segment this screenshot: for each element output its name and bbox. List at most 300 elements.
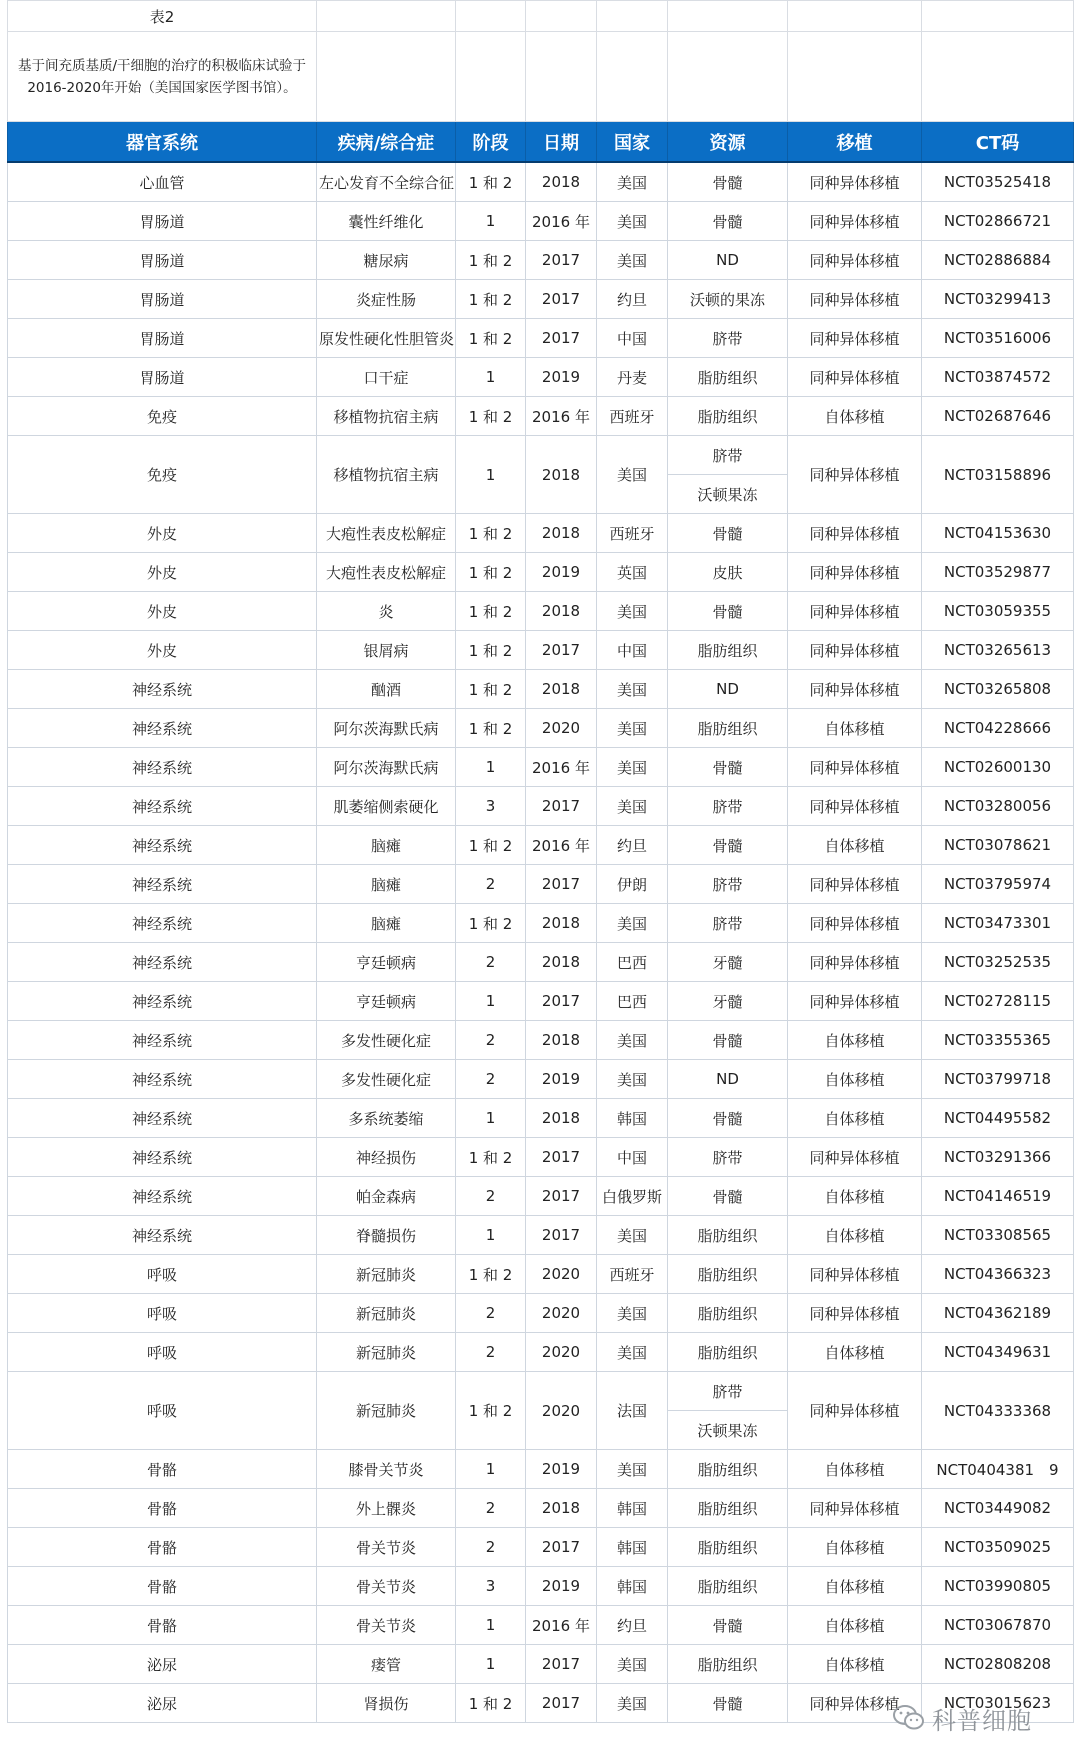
- cell-phase: 1: [456, 1216, 526, 1255]
- cell-disease: 口干症: [317, 358, 456, 397]
- table-row: [8, 1645, 1074, 1684]
- cell-system: 神经系统: [8, 1216, 317, 1255]
- cell-system: 神经系统: [8, 709, 317, 748]
- cell-phase: 3: [456, 787, 526, 826]
- table-row: [8, 1099, 1074, 1138]
- cell-ct-code: NCT03291366: [922, 1138, 1074, 1177]
- cell-date: 2018: [526, 904, 597, 943]
- cell-source: 脐带: [668, 787, 788, 826]
- cell-ct-code: NCT03158896: [922, 436, 1074, 514]
- cell-system: 呼吸: [8, 1333, 317, 1372]
- cell-system: 泌尿: [8, 1645, 317, 1684]
- cell-phase: 1 和 2: [456, 241, 526, 280]
- header-country: 国家: [597, 122, 668, 163]
- cell-country: 巴西: [597, 982, 668, 1021]
- header-row: [8, 122, 1074, 163]
- cell-country: 美国: [597, 670, 668, 709]
- cell-disease: 骨关节炎: [317, 1606, 456, 1645]
- cell-ct-code: NCT02728115: [922, 982, 1074, 1021]
- cell-transplant: 自体移植: [788, 1216, 922, 1255]
- cell-date: 2016 年: [526, 1606, 597, 1645]
- cell-disease: 多系统萎缩: [317, 1099, 456, 1138]
- cell-transplant: 自体移植: [788, 1567, 922, 1606]
- cell-country: 韩国: [597, 1099, 668, 1138]
- cell-ct-code: NCT03874572: [922, 358, 1074, 397]
- cell-system: 泌尿: [8, 1684, 317, 1723]
- cell-ct-code: NCT02600130: [922, 748, 1074, 787]
- cell-transplant: 同种异体移植: [788, 319, 922, 358]
- cell-transplant: 自体移植: [788, 1021, 922, 1060]
- cell-disease: 外上髁炎: [317, 1489, 456, 1528]
- cell-date: 2019: [526, 358, 597, 397]
- cell-system: 胃肠道: [8, 358, 317, 397]
- table-row: [8, 162, 1074, 202]
- cell-phase: 2: [456, 1333, 526, 1372]
- cell-source: 脂肪组织: [668, 358, 788, 397]
- cell-country: 韩国: [597, 1528, 668, 1567]
- cell-phase: 1: [456, 202, 526, 241]
- cell-source: 脂肪组织: [668, 1450, 788, 1489]
- cell-source: 骨髓: [668, 826, 788, 865]
- table-row: [8, 397, 1074, 436]
- cell-ct-code: NCT03449082: [922, 1489, 1074, 1528]
- cell-date: 2017: [526, 1684, 597, 1723]
- cell-transplant: 同种异体移植: [788, 162, 922, 202]
- table-row: [8, 1177, 1074, 1216]
- table-row: [8, 1216, 1074, 1255]
- cell-source: 脂肪组织: [668, 1333, 788, 1372]
- cell-transplant: 自体移植: [788, 1333, 922, 1372]
- table-label: 表2: [8, 1, 317, 32]
- cell-country: 法国: [597, 1372, 668, 1450]
- cell-transplant: 同种异体移植: [788, 1489, 922, 1528]
- cell-disease: 肾损伤: [317, 1684, 456, 1723]
- cell-ct-code: NCT04228666: [922, 709, 1074, 748]
- cell-ct-code: NCT0404381 9: [922, 1450, 1074, 1489]
- header-phase: 阶段: [456, 122, 526, 163]
- header-transplant: 移植: [788, 122, 922, 163]
- cell-transplant: 自体移植: [788, 1645, 922, 1684]
- cell-ct-code: NCT03299413: [922, 280, 1074, 319]
- cell-transplant: 同种异体移植: [788, 280, 922, 319]
- cell-transplant: 自体移植: [788, 1606, 922, 1645]
- cell-phase: 1 和 2: [456, 514, 526, 553]
- cell-ct-code: NCT03525418: [922, 162, 1074, 202]
- cell-phase: 1 和 2: [456, 670, 526, 709]
- cell-source: 脂肪组织: [668, 397, 788, 436]
- cell-country: 美国: [597, 162, 668, 202]
- table-row: [8, 1138, 1074, 1177]
- cell-disease: 炎: [317, 592, 456, 631]
- cell-disease: 阿尔茨海默氏病: [317, 709, 456, 748]
- cell-disease: 原发性硬化性胆管炎: [317, 319, 456, 358]
- cell-source: 脂肪组织: [668, 709, 788, 748]
- table-row: [8, 982, 1074, 1021]
- cell-phase: 2: [456, 1489, 526, 1528]
- cell-source: 脂肪组织: [668, 1645, 788, 1684]
- cell-date: 2018: [526, 592, 597, 631]
- cell-date: 2018: [526, 943, 597, 982]
- cell-transplant: 同种异体移植: [788, 1255, 922, 1294]
- table-row: [8, 241, 1074, 280]
- cell-transplant: 同种异体移植: [788, 943, 922, 982]
- cell-source: 脂肪组织: [668, 1255, 788, 1294]
- table-row: [8, 1450, 1074, 1489]
- cell-date: 2020: [526, 1372, 597, 1450]
- cell-country: 美国: [597, 241, 668, 280]
- cell-country: 美国: [597, 709, 668, 748]
- cell-ct-code: NCT04333368: [922, 1372, 1074, 1450]
- cell-date: 2017: [526, 631, 597, 670]
- cell-phase: 1 和 2: [456, 162, 526, 202]
- cell-system: 呼吸: [8, 1294, 317, 1333]
- cell-ct-code: NCT02886884: [922, 241, 1074, 280]
- clinical-trials-table: [7, 0, 1074, 1723]
- cell-system: 免疫: [8, 436, 317, 514]
- cell-disease: 囊性纤维化: [317, 202, 456, 241]
- cell-transplant: 同种异体移植: [788, 1684, 922, 1723]
- cell-date: 2019: [526, 1060, 597, 1099]
- cell-phase: 1: [456, 1645, 526, 1684]
- cell-transplant: 同种异体移植: [788, 904, 922, 943]
- table-description: 基于间充质基质/干细胞的治疗的积极临床试验于2016-2020年开始（美国国家医学图书馆）。: [8, 32, 317, 122]
- cell-source: 脐带: [668, 1372, 788, 1411]
- table-row: [8, 787, 1074, 826]
- table-row: [8, 1333, 1074, 1372]
- table-row: [8, 1606, 1074, 1645]
- cell-disease: 帕金森病: [317, 1177, 456, 1216]
- table-row: [8, 826, 1074, 865]
- cell-disease: 脑瘫: [317, 826, 456, 865]
- table-row: [8, 280, 1074, 319]
- cell-country: 美国: [597, 202, 668, 241]
- cell-ct-code: NCT03265808: [922, 670, 1074, 709]
- cell-date: 2019: [526, 1567, 597, 1606]
- cell-system: 神经系统: [8, 904, 317, 943]
- cell-source: 脂肪组织: [668, 1528, 788, 1567]
- table-row: [8, 904, 1074, 943]
- cell-disease: 新冠肺炎: [317, 1294, 456, 1333]
- cell-source: 脂肪组织: [668, 1489, 788, 1528]
- cell-date: 2017: [526, 241, 597, 280]
- cell-phase: 1 和 2: [456, 280, 526, 319]
- cell-system: 骨骼: [8, 1567, 317, 1606]
- cell-country: 西班牙: [597, 397, 668, 436]
- cell-country: 中国: [597, 631, 668, 670]
- cell-source: 骨髓: [668, 1099, 788, 1138]
- cell-source: 骨髓: [668, 592, 788, 631]
- cell-system: 呼吸: [8, 1255, 317, 1294]
- cell-system: 骨骼: [8, 1489, 317, 1528]
- table-row: [8, 1372, 1074, 1411]
- cell-system: 免疫: [8, 397, 317, 436]
- cell-country: 美国: [597, 1645, 668, 1684]
- cell-ct-code: NCT02808208: [922, 1645, 1074, 1684]
- cell-ct-code: NCT03529877: [922, 553, 1074, 592]
- cell-disease: 膝骨关节炎: [317, 1450, 456, 1489]
- cell-ct-code: NCT03355365: [922, 1021, 1074, 1060]
- cell-disease: 酗酒: [317, 670, 456, 709]
- cell-date: 2018: [526, 514, 597, 553]
- cell-date: 2019: [526, 1450, 597, 1489]
- cell-system: 呼吸: [8, 1372, 317, 1450]
- cell-date: 2017: [526, 865, 597, 904]
- cell-date: 2017: [526, 1216, 597, 1255]
- cell-phase: 2: [456, 1294, 526, 1333]
- cell-date: 2018: [526, 1021, 597, 1060]
- cell-phase: 1: [456, 358, 526, 397]
- cell-disease: 神经损伤: [317, 1138, 456, 1177]
- cell-source: 沃顿果冻: [668, 1411, 788, 1450]
- cell-source: 骨髓: [668, 162, 788, 202]
- cell-country: 美国: [597, 436, 668, 514]
- description-row: [8, 32, 1074, 122]
- watermark-text: 科普细胞: [932, 1706, 1032, 1735]
- header-source: 资源: [668, 122, 788, 163]
- cell-system: 骨骼: [8, 1450, 317, 1489]
- cell-transplant: 同种异体移植: [788, 202, 922, 241]
- cell-date: 2017: [526, 1645, 597, 1684]
- cell-source: 脐带: [668, 865, 788, 904]
- cell-phase: 1: [456, 436, 526, 514]
- cell-source: 脂肪组织: [668, 1216, 788, 1255]
- cell-ct-code: NCT03795974: [922, 865, 1074, 904]
- cell-phase: 1 和 2: [456, 709, 526, 748]
- cell-country: 约旦: [597, 280, 668, 319]
- cell-ct-code: NCT03280056: [922, 787, 1074, 826]
- cell-system: 心血管: [8, 162, 317, 202]
- wechat-icon: [892, 1704, 926, 1732]
- cell-transplant: 同种异体移植: [788, 787, 922, 826]
- table-row: [8, 865, 1074, 904]
- cell-date: 2016 年: [526, 397, 597, 436]
- cell-source: ND: [668, 1060, 788, 1099]
- cell-country: 伊朗: [597, 865, 668, 904]
- table-row: [8, 514, 1074, 553]
- cell-system: 神经系统: [8, 1099, 317, 1138]
- table-row: [8, 1021, 1074, 1060]
- cell-transplant: 同种异体移植: [788, 982, 922, 1021]
- cell-source: 骨髓: [668, 1684, 788, 1723]
- cell-phase: 1 和 2: [456, 319, 526, 358]
- cell-transplant: 同种异体移植: [788, 1294, 922, 1333]
- table-row: [8, 358, 1074, 397]
- cell-system: 神经系统: [8, 1177, 317, 1216]
- cell-disease: 多发性硬化症: [317, 1021, 456, 1060]
- cell-country: 约旦: [597, 1606, 668, 1645]
- cell-country: 美国: [597, 1021, 668, 1060]
- cell-disease: 阿尔茨海默氏病: [317, 748, 456, 787]
- cell-transplant: 自体移植: [788, 1099, 922, 1138]
- cell-system: 神经系统: [8, 982, 317, 1021]
- cell-source: 脐带: [668, 1138, 788, 1177]
- cell-date: 2018: [526, 162, 597, 202]
- cell-date: 2020: [526, 1294, 597, 1333]
- cell-phase: 2: [456, 865, 526, 904]
- cell-ct-code: NCT03252535: [922, 943, 1074, 982]
- cell-ct-code: NCT04362189: [922, 1294, 1074, 1333]
- cell-date: 2016 年: [526, 748, 597, 787]
- cell-transplant: 同种异体移植: [788, 514, 922, 553]
- cell-disease: 糖尿病: [317, 241, 456, 280]
- cell-date: 2018: [526, 670, 597, 709]
- cell-phase: 2: [456, 1021, 526, 1060]
- cell-source: 骨髓: [668, 514, 788, 553]
- cell-phase: 1: [456, 982, 526, 1021]
- cell-disease: 骨关节炎: [317, 1567, 456, 1606]
- cell-source: 脐带: [668, 319, 788, 358]
- cell-source: 骨髓: [668, 748, 788, 787]
- cell-country: 美国: [597, 904, 668, 943]
- cell-disease: 亨廷顿病: [317, 943, 456, 982]
- cell-date: 2018: [526, 1489, 597, 1528]
- cell-system: 神经系统: [8, 748, 317, 787]
- watermark: [892, 1700, 1032, 1736]
- cell-transplant: 同种异体移植: [788, 592, 922, 631]
- cell-country: 中国: [597, 319, 668, 358]
- cell-ct-code: NCT04349631: [922, 1333, 1074, 1372]
- cell-date: 2017: [526, 787, 597, 826]
- cell-date: 2018: [526, 1099, 597, 1138]
- cell-disease: 脑瘫: [317, 865, 456, 904]
- cell-country: 英国: [597, 553, 668, 592]
- cell-transplant: 自体移植: [788, 397, 922, 436]
- cell-ct-code: NCT03015623: [922, 1684, 1074, 1723]
- cell-country: 巴西: [597, 943, 668, 982]
- cell-system: 胃肠道: [8, 202, 317, 241]
- cell-country: 美国: [597, 1684, 668, 1723]
- cell-country: 西班牙: [597, 1255, 668, 1294]
- cell-phase: 1 和 2: [456, 631, 526, 670]
- cell-phase: 1: [456, 1450, 526, 1489]
- header-ct-code: CT码: [922, 122, 1074, 163]
- cell-ct-code: NCT03990805: [922, 1567, 1074, 1606]
- cell-transplant: 同种异体移植: [788, 1138, 922, 1177]
- cell-phase: 1 和 2: [456, 553, 526, 592]
- cell-source: 脂肪组织: [668, 631, 788, 670]
- cell-source: 脂肪组织: [668, 1294, 788, 1333]
- cell-system: 神经系统: [8, 1060, 317, 1099]
- table-row: [8, 319, 1074, 358]
- cell-system: 外皮: [8, 553, 317, 592]
- cell-date: 2017: [526, 1138, 597, 1177]
- cell-source: 骨髓: [668, 202, 788, 241]
- cell-source: 骨髓: [668, 1606, 788, 1645]
- cell-date: 2018: [526, 436, 597, 514]
- cell-ct-code: NCT03516006: [922, 319, 1074, 358]
- cell-disease: 新冠肺炎: [317, 1333, 456, 1372]
- table-row: [8, 631, 1074, 670]
- cell-system: 胃肠道: [8, 319, 317, 358]
- cell-system: 胃肠道: [8, 280, 317, 319]
- cell-disease: 移植物抗宿主病: [317, 397, 456, 436]
- table-row: [8, 553, 1074, 592]
- cell-country: 美国: [597, 787, 668, 826]
- table-row: [8, 1528, 1074, 1567]
- cell-transplant: 同种异体移植: [788, 436, 922, 514]
- table-row: [8, 1060, 1074, 1099]
- table-row: [8, 202, 1074, 241]
- cell-phase: 1 和 2: [456, 1255, 526, 1294]
- cell-phase: 1 和 2: [456, 904, 526, 943]
- cell-disease: 新冠肺炎: [317, 1255, 456, 1294]
- cell-phase: 2: [456, 1060, 526, 1099]
- cell-disease: 多发性硬化症: [317, 1060, 456, 1099]
- cell-date: 2016 年: [526, 826, 597, 865]
- cell-disease: 银屑病: [317, 631, 456, 670]
- header-disease: 疾病/综合症: [317, 122, 456, 163]
- cell-date: 2020: [526, 709, 597, 748]
- cell-ct-code: NCT03078621: [922, 826, 1074, 865]
- cell-country: 美国: [597, 1333, 668, 1372]
- cell-ct-code: NCT03473301: [922, 904, 1074, 943]
- cell-country: 约旦: [597, 826, 668, 865]
- cell-transplant: 自体移植: [788, 1528, 922, 1567]
- cell-country: 美国: [597, 748, 668, 787]
- cell-disease: 左心发育不全综合征: [317, 162, 456, 202]
- cell-transplant: 自体移植: [788, 1450, 922, 1489]
- cell-source: 牙髓: [668, 943, 788, 982]
- cell-source: 沃顿果冻: [668, 475, 788, 514]
- cell-country: 美国: [597, 592, 668, 631]
- cell-ct-code: NCT03308565: [922, 1216, 1074, 1255]
- cell-system: 神经系统: [8, 1021, 317, 1060]
- cell-disease: 骨关节炎: [317, 1528, 456, 1567]
- cell-date: 2017: [526, 1528, 597, 1567]
- cell-transplant: 同种异体移植: [788, 553, 922, 592]
- cell-transplant: 同种异体移植: [788, 241, 922, 280]
- cell-date: 2020: [526, 1255, 597, 1294]
- cell-system: 神经系统: [8, 670, 317, 709]
- cell-disease: 瘘管: [317, 1645, 456, 1684]
- cell-system: 神经系统: [8, 826, 317, 865]
- cell-phase: 1: [456, 748, 526, 787]
- cell-ct-code: NCT04153630: [922, 514, 1074, 553]
- cell-transplant: 自体移植: [788, 1177, 922, 1216]
- table-row: [8, 709, 1074, 748]
- cell-disease: 脑瘫: [317, 904, 456, 943]
- cell-system: 外皮: [8, 514, 317, 553]
- table-row: [8, 1567, 1074, 1606]
- cell-date: 2017: [526, 319, 597, 358]
- cell-system: 神经系统: [8, 787, 317, 826]
- cell-ct-code: NCT04146519: [922, 1177, 1074, 1216]
- cell-disease: 亨廷顿病: [317, 982, 456, 1021]
- cell-phase: 1 和 2: [456, 826, 526, 865]
- cell-date: 2017: [526, 280, 597, 319]
- cell-source: 牙髓: [668, 982, 788, 1021]
- cell-system: 神经系统: [8, 865, 317, 904]
- table-row: [8, 436, 1074, 475]
- cell-transplant: 自体移植: [788, 826, 922, 865]
- cell-transplant: 同种异体移植: [788, 670, 922, 709]
- cell-country: 白俄罗斯: [597, 1177, 668, 1216]
- cell-source: 脐带: [668, 436, 788, 475]
- cell-system: 神经系统: [8, 1138, 317, 1177]
- cell-system: 外皮: [8, 631, 317, 670]
- cell-ct-code: NCT03265613: [922, 631, 1074, 670]
- cell-country: 中国: [597, 1138, 668, 1177]
- cell-country: 美国: [597, 1216, 668, 1255]
- table-row: [8, 748, 1074, 787]
- cell-phase: 1 和 2: [456, 592, 526, 631]
- table-row: [8, 1255, 1074, 1294]
- cell-ct-code: NCT03799718: [922, 1060, 1074, 1099]
- caption-row: [8, 1, 1074, 32]
- cell-disease: 肌萎缩侧索硬化: [317, 787, 456, 826]
- cell-source: 骨髓: [668, 1177, 788, 1216]
- cell-phase: 2: [456, 1528, 526, 1567]
